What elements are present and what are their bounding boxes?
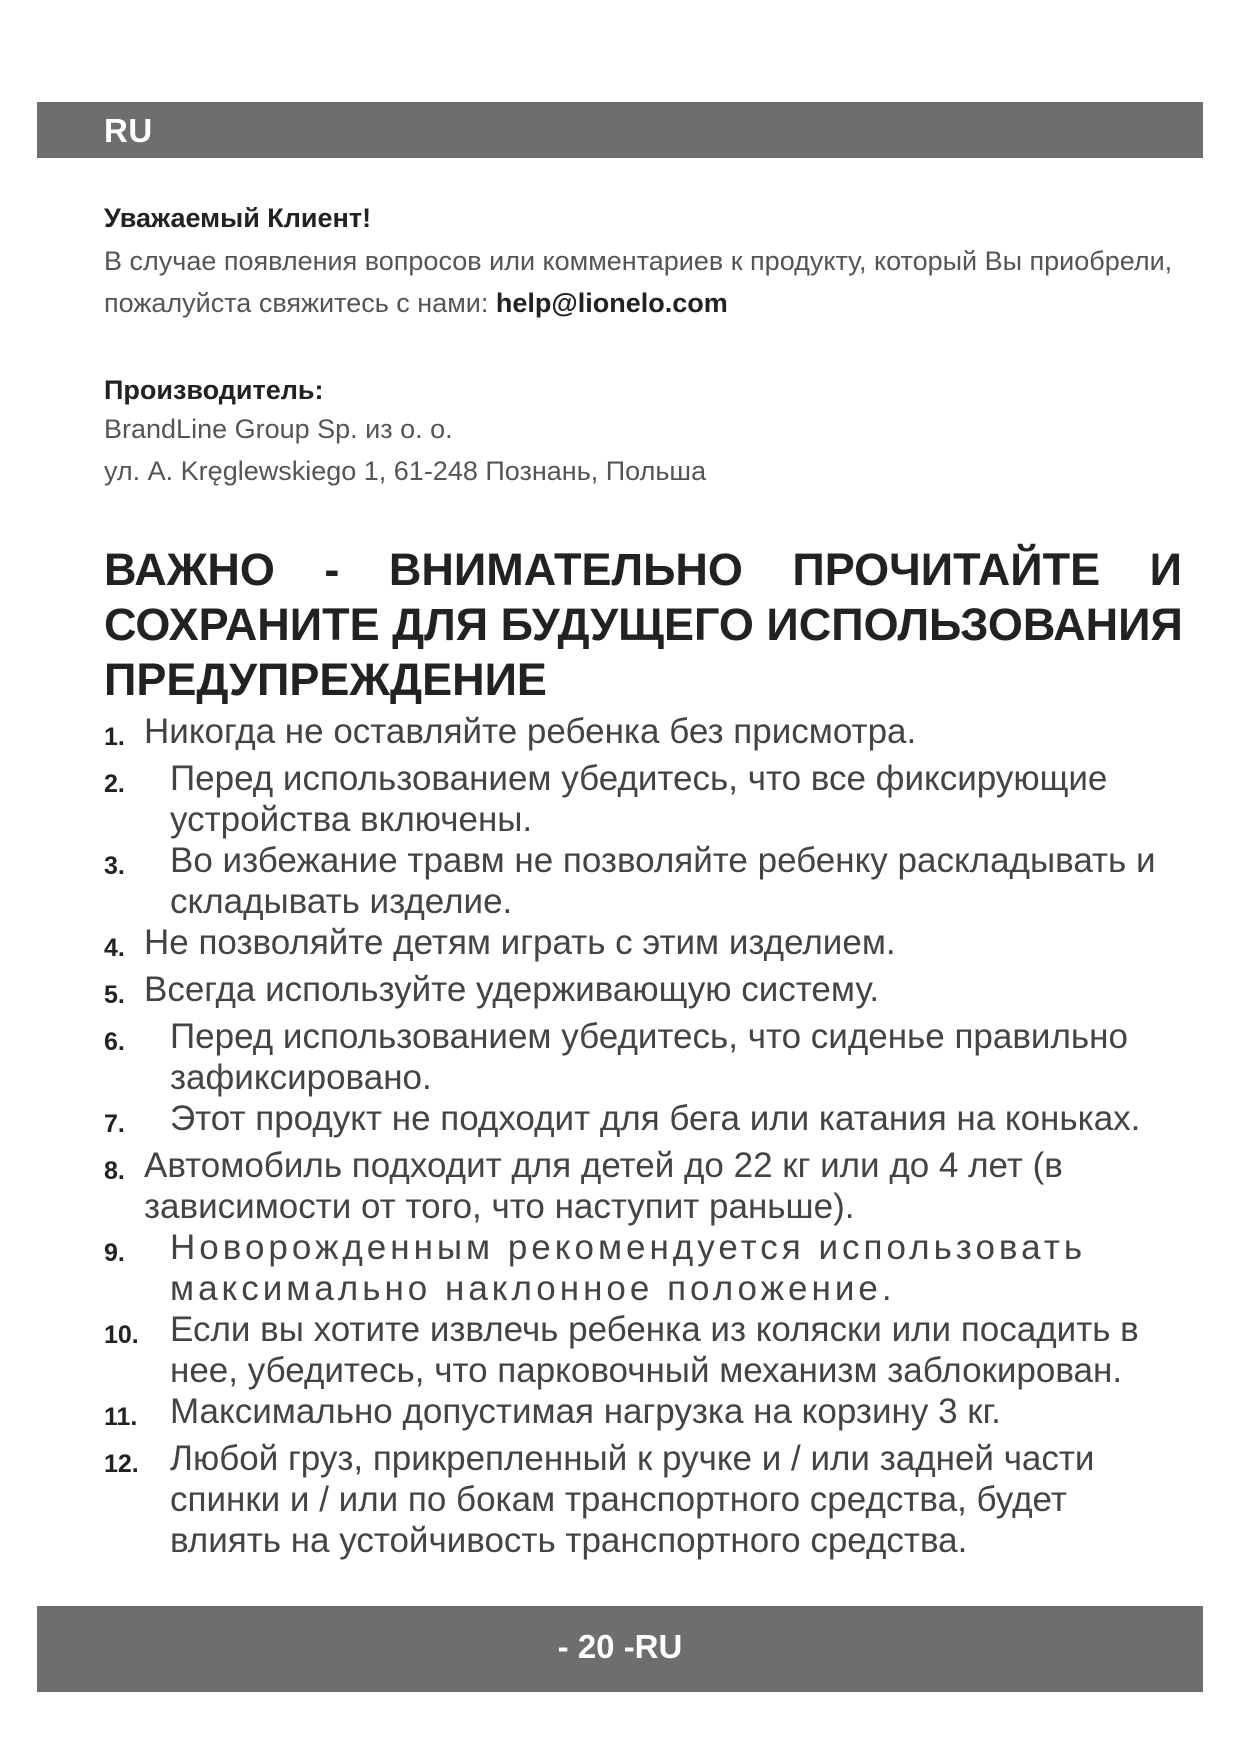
warning-item-number: 4.: [104, 934, 125, 962]
warning-item-text: Всегда используйте удерживающую систему.: [144, 970, 880, 1009]
warning-heading-word: ВНИМАТЕЛЬНО: [388, 544, 743, 595]
warning-item-text: Не позволяйте детям играть с этим изделием.: [144, 923, 896, 962]
warning-item-number: 5.: [104, 981, 125, 1009]
warning-heading-line-1: [104, 542, 1182, 597]
warning-item: [104, 1227, 1194, 1309]
warning-item-number: 2.: [104, 770, 125, 798]
greeting-text: В случае появления вопросов или комментариев к продукту, который Вы приобрели, пожалуйста свяжитесь с нами:: [104, 246, 1173, 318]
header-bar: [37, 102, 1203, 158]
warning-item: [104, 969, 1194, 1016]
warning-item-text: Если вы хотите извлечь ребенка из коляски или посадить в нее, убедитесь, что парковочный механизм заблокирован.: [170, 1310, 1139, 1390]
warning-item: [104, 711, 1194, 758]
greeting-body: [104, 240, 1194, 324]
warning-item-text: Новорожденным рекомендуется использовать максимально наклонное положение.: [170, 1228, 1087, 1308]
warning-heading-word: ПРОЧИТАЙТЕ: [792, 544, 1101, 595]
greeting-title: Уважаемый Клиент!: [104, 203, 372, 233]
manufacturer-company: BrandLine Group Sp. из о. о.: [104, 414, 453, 444]
page-content: [104, 200, 1194, 1561]
warning-item-number: 3.: [104, 852, 125, 880]
warning-item-number: 10.: [104, 1321, 139, 1349]
warning-item-number: 12.: [104, 1450, 139, 1478]
support-email-link[interactable]: help@lionelo.com: [495, 288, 728, 318]
warning-item-text: Перед использованием убедитесь, что сиденье правильно зафиксировано.: [170, 1017, 1128, 1097]
warning-item-text: Во избежание травм не позволяйте ребенку раскладывать и складывать изделие.: [170, 841, 1156, 921]
warning-item-number: 1.: [104, 723, 125, 751]
warning-item: [104, 840, 1194, 922]
warning-item: [104, 1098, 1194, 1145]
warning-item-number: 7.: [104, 1110, 125, 1138]
warning-item: [104, 922, 1194, 969]
warning-heading-word: -: [324, 544, 340, 595]
manufacturer-address: ул. A. Kręglewskiego 1, 61-248 Познань, Польша: [104, 456, 707, 486]
warning-heading-word: ВАЖНО: [104, 544, 275, 595]
warning-heading-word: И: [1149, 544, 1182, 595]
warning-item-text: Автомобиль подходит для детей до 22 кг или до 4 лет (в зависимости от того, что наступит раньше).: [144, 1146, 1063, 1226]
manufacturer-block: [104, 372, 1194, 492]
warning-item-number: 6.: [104, 1028, 125, 1056]
warning-heading-line-2: СОХРАНИТЕ ДЛЯ БУДУЩЕГО ИСПОЛЬЗОВАНИЯ: [104, 599, 1183, 650]
warning-heading: [104, 542, 1194, 707]
warning-item-number: 9.: [104, 1239, 125, 1267]
warning-heading-line-3: ПРЕДУПРЕЖДЕНИЕ: [104, 654, 547, 705]
warning-item: [104, 1438, 1194, 1561]
warning-item-number: 11.: [104, 1403, 138, 1431]
warning-item: [104, 758, 1194, 840]
warning-item: [104, 1016, 1194, 1098]
warning-item-text: Максимально допустимая нагрузка на корзину 3 кг.: [170, 1392, 1001, 1431]
page-number: - 20 -RU: [557, 1628, 683, 1665]
warning-item-text: Перед использованием убедитесь, что все фиксирующие устройства включены.: [170, 759, 1108, 839]
warning-item: [104, 1309, 1194, 1391]
warning-item-text: Этот продукт не подходит для бега или катания на коньках.: [170, 1099, 1141, 1138]
warning-item: [104, 1391, 1194, 1438]
footer-bar: [37, 1606, 1203, 1692]
manufacturer-title: Производитель:: [104, 375, 324, 405]
warning-item-text: Любой груз, прикрепленный к ручке и / или задней части спинки и / или по бокам транспортного средства, будет влиять на устойчивость транспортного средства.: [170, 1439, 1095, 1560]
warning-list: [104, 711, 1194, 1561]
language-label: RU: [104, 112, 153, 149]
warning-item: [104, 1145, 1194, 1227]
warning-item-text: Никогда не оставляйте ребенка без присмотра.: [144, 712, 917, 751]
warning-item-number: 8.: [104, 1157, 125, 1185]
